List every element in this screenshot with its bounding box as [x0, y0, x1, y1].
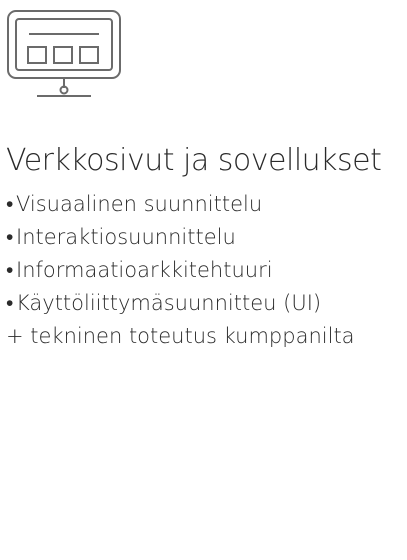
list-item-label: Käyttöliittymäsuunnitteu (UI): [16, 291, 322, 315]
list-item-label: Informaatioarkkitehtuuri: [16, 258, 273, 282]
list-item: [6, 188, 401, 221]
bullet: •: [6, 192, 14, 216]
list-item-label: Visuaalinen suunnittelu: [16, 192, 263, 216]
service-block: [6, 142, 401, 353]
list-item: [6, 221, 401, 254]
bullet: •: [6, 225, 14, 249]
monitor-icon: [7, 10, 122, 98]
bullet: •: [6, 291, 14, 315]
service-list: [6, 188, 401, 320]
list-item: [6, 254, 401, 287]
service-title: Verkkosivut ja sovellukset: [6, 143, 382, 178]
list-item: [6, 287, 401, 320]
bullet: •: [6, 258, 14, 282]
partner-implementation-note: + tekninen toteutus kumppanilta: [6, 324, 355, 348]
list-item-label: Interaktiosuunnittelu: [16, 225, 236, 249]
